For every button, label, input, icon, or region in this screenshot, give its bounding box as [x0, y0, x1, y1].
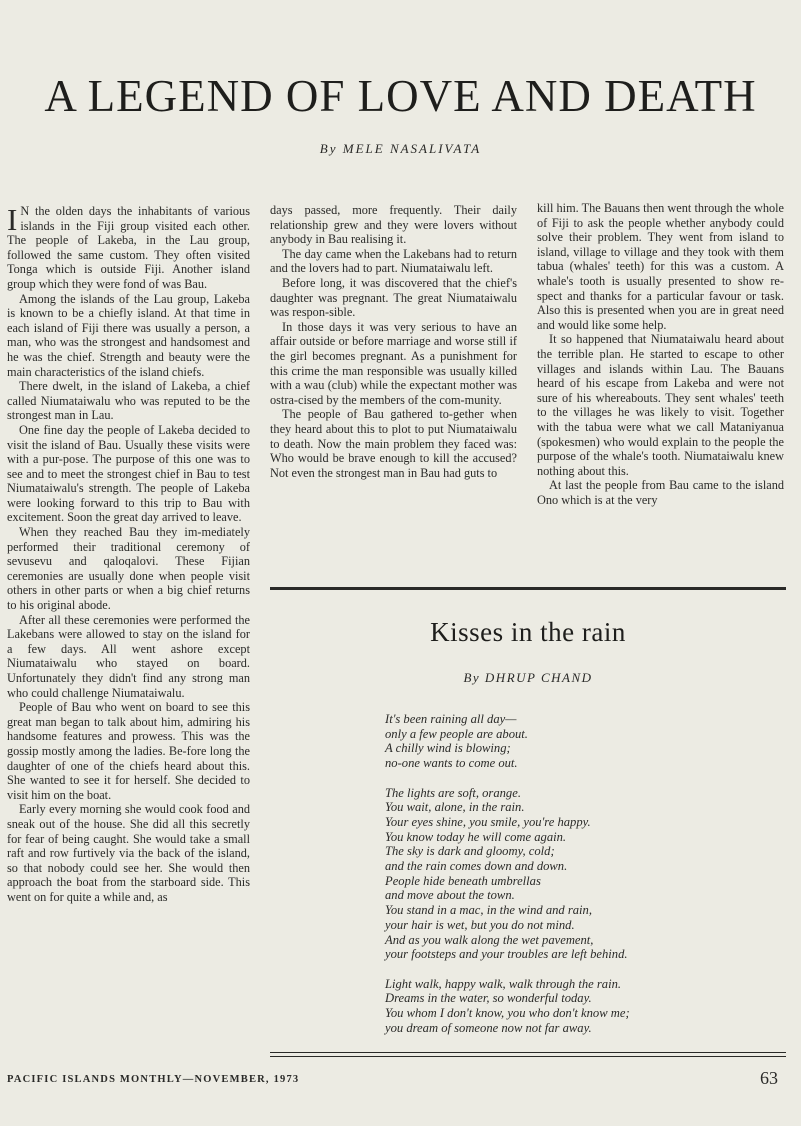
- article-column-1: [7, 204, 250, 905]
- page-number: 63: [760, 1068, 778, 1088]
- article-paragraph: In those days it was very serious to have an affair outside or before marriage and worse still if the girl becomes pregnant. As a punishment for this crime the man responsible was usually killed with a wau (club) while the expectant mother was ostra-cised by the members of the com-munity.: [270, 319, 517, 407]
- poem-line: and the rain comes down and down.: [385, 859, 568, 874]
- poem-byline: By DHRUP CHAND: [463, 670, 593, 685]
- article-title: A LEGEND OF LOVE AND DEATH: [44, 71, 757, 121]
- poem-line: your hair is wet, but you do not mind.: [385, 917, 575, 932]
- article-paragraph: Before long, it was discovered that the chief's daughter was pregnant. The great Niumataiwalu was respon-sible.: [270, 275, 517, 320]
- article-paragraph: People of Bau who went on board to see this great man began to talk about him, admiring his handsome features and prowess. This was the gossip mostly among the ladies. Be-fore long the daughter of one of the chiefs heard about this. She wanted to see it for herself. She decided to visit him on the boat.: [7, 700, 250, 802]
- poem-line: your footsteps and your troubles are left behind.: [385, 947, 628, 962]
- poem-line: only a few people are about.: [385, 726, 528, 741]
- paragraph-text: N the olden days the inhabitants of various islands in the Fiji group visited each other. The people of Lakeba, in the Lau group, followed the same custom. They often visited Tonga which is outside Fiji. Another island group which they were fond of was Bau.: [7, 204, 250, 291]
- poem-line: It's been raining all day—: [385, 712, 517, 726]
- poem-line: People hide beneath umbrellas: [385, 873, 541, 888]
- poem-line: no-one wants to come out.: [385, 756, 518, 771]
- poem-line: you dream of someone now not far away.: [385, 1020, 592, 1035]
- poem-line: and move about the town.: [385, 888, 515, 903]
- poem-line: A chilly wind is blowing;: [385, 741, 511, 756]
- poem-line: You stand in a mac, in the wind and rain,: [385, 903, 592, 918]
- drop-cap: I: [7, 202, 18, 237]
- article-byline: By MELE NASALIVATA: [319, 141, 482, 156]
- poem-body: [385, 712, 785, 1050]
- article-paragraph: At last the people from Bau came to the island Ono which is at the very: [537, 478, 784, 507]
- poem-stanza: [385, 786, 785, 962]
- article-paragraph: After all these ceremonies were performed the Lakebans were allowed to stay on the island for a few days. All went ashore except Niumataiwalu who stayed on board. Unfortunately they didn't find any strong man who could challenge Niumataiwalu.: [7, 612, 250, 700]
- article-paragraph: It so happened that Niumataiwalu heard about the terrible plan. He started to escape to other villages and islands within Lau. The Bauans heard of his escape from Lakeba and were not sure of his whereabouts. They sent whales' teeth to the villages he was likely to visit. Together with the tabua were what we call Mataniyanua (spokesmen) who would explain to the people the purpose of the whale's tooth. Niumataiwalu knew nothing about this.: [537, 332, 784, 478]
- bottom-rule: [270, 1052, 786, 1053]
- poem-line: Light walk, happy walk, walk through the rain.: [385, 976, 622, 991]
- article-paragraph: One fine day the people of Lakeba decided to visit the island of Bau. Usually these visits were with a pur-pose. The purpose of this one was to see and to meet the strongest chief in Bau to test Niumataiwalu's strength. The people of Lakeba were looking forward to this trip to Bau with excitement. Soon the great day arrived to leave.: [7, 422, 250, 525]
- article-paragraph: kill him. The Bauans then went through the whole of Fiji to ask the people whether anybody could solve their problem. They went from island to island, village to village and they took with them tabua (whales' teeth) for this was a custom. A whale's tooth is usually presented to show re-spect and thanks for a particular favour or task. Also this is presented when you are in great need and would like some help.: [537, 201, 784, 332]
- poem-line: The sky is dark and gloomy, cold;: [385, 844, 555, 859]
- article-column-3: [537, 201, 784, 507]
- article-paragraph: The day came when the Lakebans had to return and the lovers had to part. Niumataiwalu left.: [270, 246, 517, 276]
- poem-stanza: [385, 977, 785, 1036]
- poem-line: You wait, alone, in the rain.: [385, 800, 525, 815]
- poem-title: Kisses in the rain: [430, 617, 626, 647]
- bottom-rule: [270, 1056, 786, 1057]
- article-paragraph: [7, 204, 250, 292]
- article-paragraph: Among the islands of the Lau group, Lakeba is known to be a chiefly island. At that time in each island of Fiji there was usually a person, a man, who was the strongest and handsomest and he was the chief. Strength and beauty were the main characteristics of the island chiefs.: [7, 291, 250, 379]
- article-paragraph: There dwelt, in the island of Lakeba, a chief called Niumataiwalu who was reputed to be the strongest man in Lau.: [7, 379, 250, 423]
- poem-line: Your eyes shine, you smile, you're happy.: [385, 814, 591, 829]
- poem-line: You know today he will come again.: [385, 829, 567, 844]
- publication-footer: PACIFIC ISLANDS MONTHLY—NOVEMBER, 1973: [7, 1074, 300, 1085]
- poem-line: You whom I don't know, you who don't know me;: [385, 1006, 630, 1021]
- poem-line: And as you walk along the wet pavement,: [385, 932, 594, 947]
- article-paragraph: Early every morning she would cook food and sneak out of the house. She did all this secretly for fear of being caught. She would take a small raft and row furtively via the back of the island, so that nobody could see her. She would then approach the boat from the starboard side. This went on for quite a while and, as: [7, 802, 250, 904]
- article-column-2: [270, 203, 517, 480]
- poem-line: The lights are soft, orange.: [385, 785, 521, 800]
- article-paragraph: When they reached Bau they im-mediately performed their traditional ceremony of sevusevu and qaloqalovi. These Fijian ceremonies are usually done when people visit others in other parts or when a big chief returns to his original abode.: [7, 525, 250, 613]
- poem-line: Dreams in the water, so wonderful today.: [385, 991, 592, 1006]
- article-paragraph: The people of Bau gathered to-gether when they heard about this to plot to put Niumataiwalu to death. Now the main problem they faced was: Who would be brave enough to kill the accused? Not even the strongest man in Bau had guts to: [270, 407, 517, 480]
- poem-stanza: [385, 712, 785, 771]
- article-paragraph: days passed, more frequently. Their daily relationship grew and they were lovers without anybody in Bau realising it.: [270, 203, 517, 247]
- section-divider: [270, 587, 786, 590]
